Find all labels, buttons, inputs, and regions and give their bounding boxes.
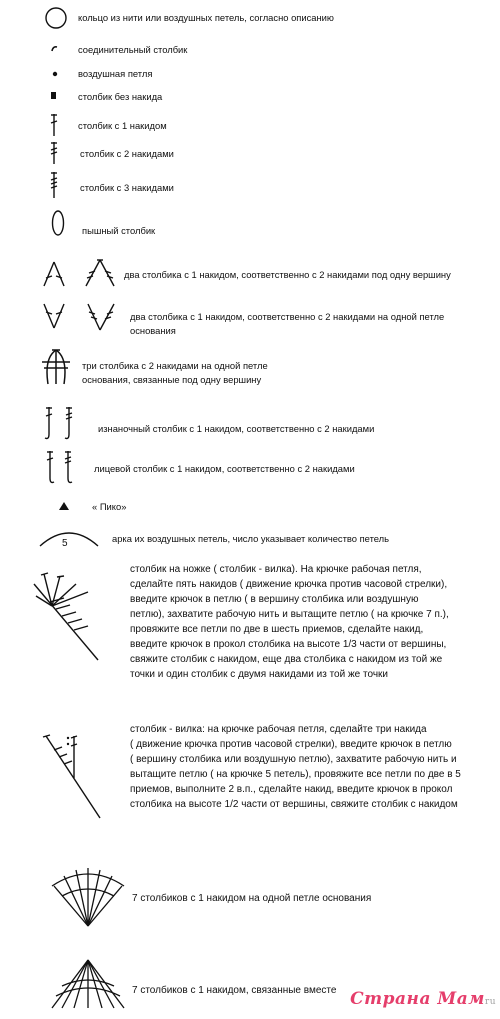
legend-row-puff [0, 208, 500, 240]
legend-label: изнаночный столбик с 1 накидом, соответственно с 2 накидами [98, 423, 375, 434]
legend-row-cluster [0, 346, 500, 390]
chain-dot-icon [51, 70, 59, 78]
fork-long-description [130, 562, 449, 682]
legend-label: воздушная петля [78, 68, 153, 79]
legend-label-cont: основания, связанные под одну вершину [82, 374, 262, 385]
description-line: приемов, выполните 2 в.п., сделайте накид, введите крючок в прокол [130, 784, 453, 795]
puff-stitch-icon [50, 208, 66, 238]
treble-crochet-icon [48, 140, 60, 166]
legend-label: столбик с 3 накидами [80, 182, 174, 193]
legend-label: два столбика с 1 накидом, соответственно с 2 накидами под одну вершину [124, 269, 451, 280]
legend-label: арка их воздушных петель, число указывает количество петель [112, 533, 390, 544]
double-crochet-icon [48, 112, 60, 138]
description-line: петлю), захватите рабочую нить и вытащите петлю ( на крючке 7 п.), [130, 609, 449, 620]
legend-row-front-post [0, 448, 500, 488]
legend-row-decrease [0, 256, 500, 290]
fork-short-section [0, 722, 500, 822]
description-line: точки и один столбик с двумя накидами из той же точки [130, 669, 388, 680]
single-crochet-icon [50, 91, 58, 101]
fan-closed-label: 7 столбиков с 1 накидом, связанные вместе [132, 985, 337, 996]
description-line: столбик на ножке ( столбик - вилка). На крючке рабочая петля, [130, 564, 422, 575]
front-post-icon [40, 448, 80, 488]
cluster-icon [38, 346, 74, 390]
decrease-icon [40, 256, 120, 290]
legend-row-ring [0, 6, 500, 30]
legend-row-slip-stitch [0, 40, 500, 60]
fork-long-stitch-icon [30, 570, 110, 666]
legend-label: столбик с 1 накидом [78, 120, 167, 131]
chain-arch-icon [36, 524, 102, 554]
legend-label: кольцо из нити или воздушных петель, согласно описанию [78, 12, 334, 23]
watermark-text: Страна Мам [350, 989, 485, 1009]
cluster-fan-icon [48, 956, 128, 1012]
site-watermark [350, 989, 496, 1009]
description-line: введите крючок в петлю ( в вершину столбика или воздушную [130, 594, 419, 605]
arch-number: 5 [62, 538, 68, 549]
fork-long-section [0, 562, 500, 682]
legend-label: пышный столбик [82, 225, 156, 236]
legend-label: соединительный столбик [78, 44, 188, 55]
legend-label: « Пико» [92, 501, 127, 512]
fan-shell-icon [48, 864, 128, 930]
legend-row-increase [0, 298, 500, 338]
fan-open-section [0, 862, 500, 932]
picot-triangle-icon [58, 501, 70, 511]
fork-short-description [130, 722, 461, 812]
description-line: столбик - вилка: на крючке рабочая петля, сделайте три накида [130, 724, 427, 735]
legend-row-single-crochet [0, 87, 500, 107]
legend-row-arch [0, 524, 500, 554]
description-line: ( движение крючка против часовой стрелки), введите крючок в петлю [130, 739, 452, 750]
slip-stitch-icon [50, 44, 60, 54]
back-post-icon [40, 404, 80, 444]
legend-row-back-post [0, 404, 500, 444]
legend-row-treble-crochet [0, 140, 500, 168]
watermark-suffix: ru [484, 997, 496, 1007]
legend-label: столбик с 2 накидами [80, 148, 174, 159]
fan-open-label: 7 столбиков с 1 накидом на одной петле основания [132, 893, 372, 904]
description-line: введите крючок в прокол столбика на высоте 1/3 части от вершины, [130, 639, 447, 650]
legend-row-double-crochet [0, 112, 500, 140]
legend-row-picot [0, 498, 500, 518]
legend-label: лицевой столбик с 1 накидом, соответственно с 2 накидами [94, 463, 355, 474]
increase-icon [40, 300, 120, 334]
description-line: свяжите столбик с накидом, еще два столбика с накидом из той же [130, 654, 443, 665]
legend-label: столбик без накида [78, 91, 163, 102]
description-line: вытащите петлю ( на крючке 5 петель), провяжите все петли по две в 5 [130, 769, 461, 780]
legend-row-chain [0, 64, 500, 84]
legend-label: три столбика с 2 накидами на одной петле [82, 360, 268, 371]
description-line: сделайте пять накидов ( движение крючка против часовой стрелки), [130, 579, 448, 590]
description-line: провяжите все петли по две в шесть приемов, сделайте накид, [130, 624, 424, 635]
double-treble-icon [48, 170, 60, 200]
legend-label-cont: основания [130, 325, 176, 336]
fork-short-stitch-icon [38, 732, 108, 822]
description-line: столбика на высоте 1/2 части от вершины, свяжите столбик с накидом [130, 799, 458, 810]
ring-icon [44, 6, 68, 30]
legend-row-double-treble [0, 170, 500, 202]
description-line: ( вершину столбика или воздушную петлю), захватите рабочую нить и [130, 754, 457, 765]
legend-label: два столбика с 1 накидом, соответственно с 2 накидами на одной петле [130, 311, 445, 322]
